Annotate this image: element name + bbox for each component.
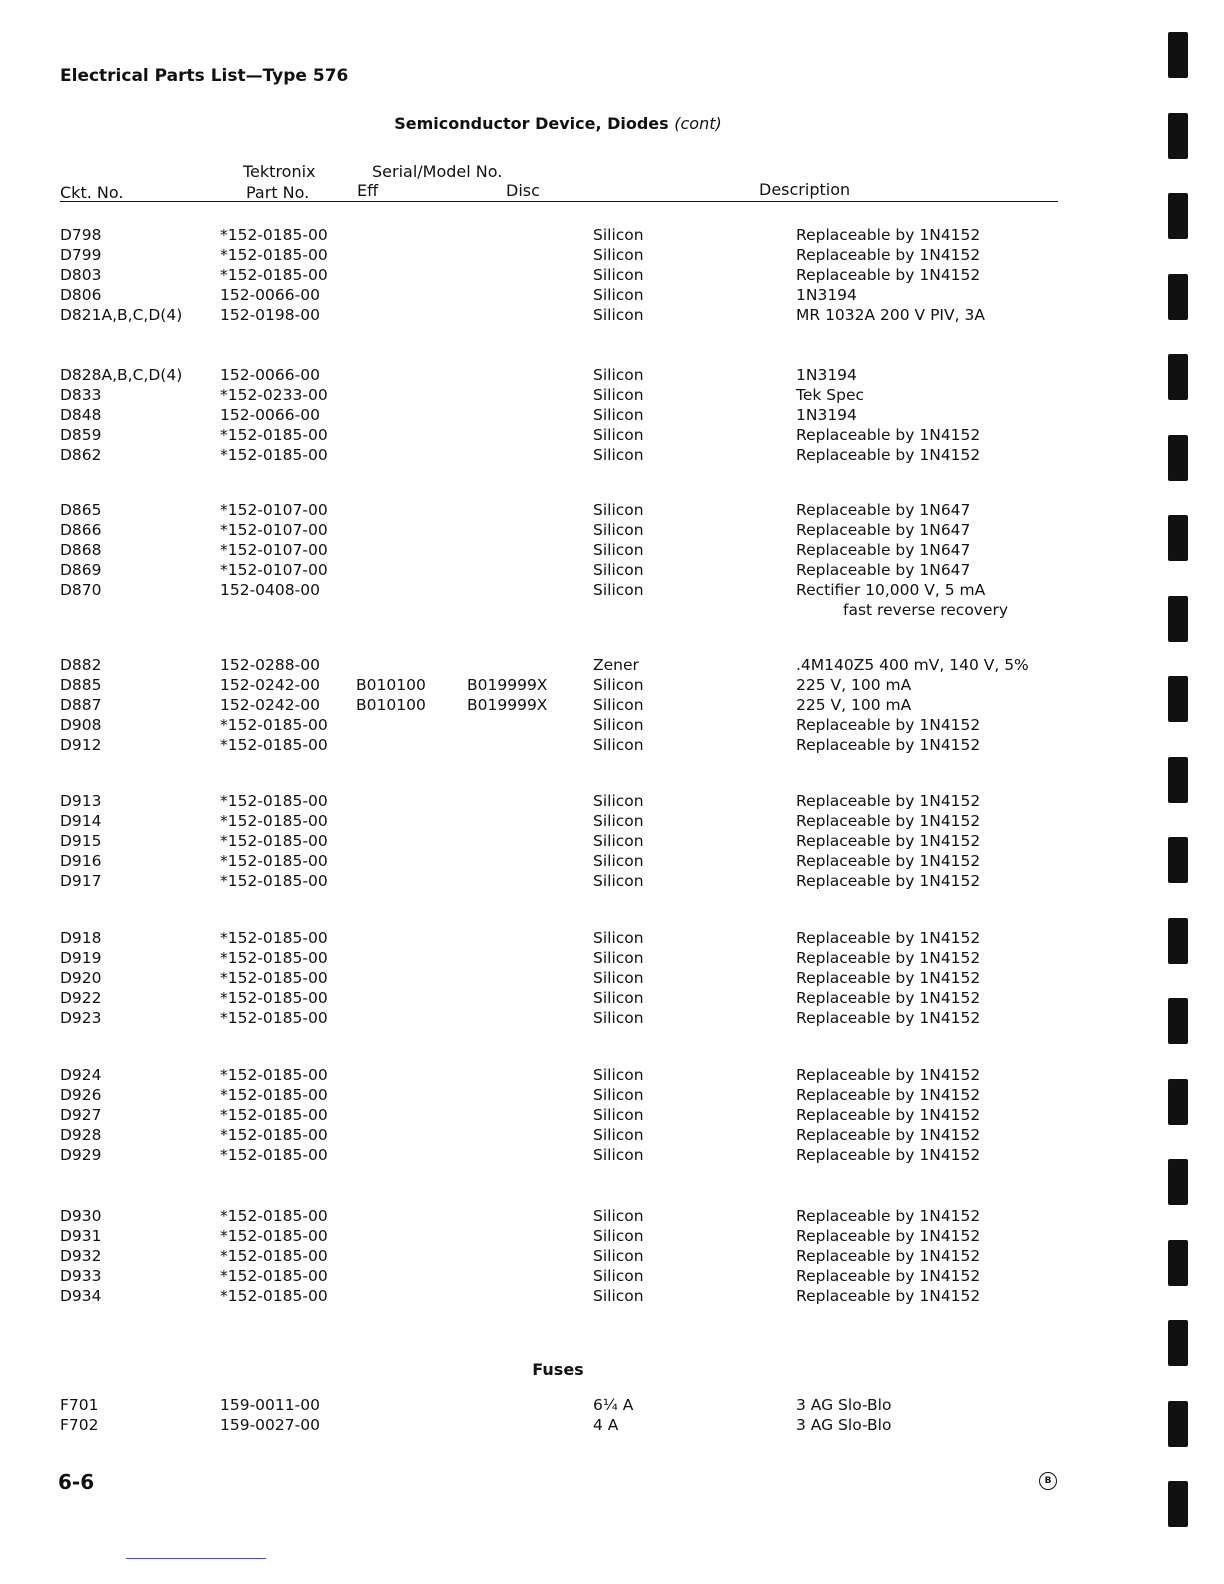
parts-row [0,1008,1120,1028]
description: 3 AG Slo-Blo [796,1416,892,1434]
device-type: Silicon [593,561,644,579]
edge-mark [1168,596,1188,642]
ckt-no: D912 [60,736,102,754]
ckt-no: D870 [60,581,102,599]
description: Replaceable by 1N4152 [796,1009,981,1027]
edge-mark [1168,274,1188,320]
device-type: Silicon [593,949,644,967]
part-no: 159-0027-00 [220,1416,320,1434]
ckt-no: D914 [60,812,102,830]
part-no: *152-0233-00 [220,386,328,404]
part-no: *152-0107-00 [220,501,328,519]
parts-row [0,715,1120,735]
description: Replaceable by 1N647 [796,561,971,579]
part-no: 152-0242-00 [220,676,320,694]
description: Replaceable by 1N4152 [796,852,981,870]
edge-mark [1168,837,1188,883]
device-type: Silicon [593,1106,644,1124]
part-no: *152-0185-00 [220,872,328,890]
device-type: Silicon [593,969,644,987]
ckt-no: D932 [60,1247,102,1265]
parts-row [0,735,1120,755]
description: .4M140Z5 400 mV, 140 V, 5% [796,656,1029,674]
description: Replaceable by 1N4152 [796,949,981,967]
parts-row [0,791,1120,811]
part-no: *152-0185-00 [220,1066,328,1084]
ckt-no: D865 [60,501,102,519]
device-type: Silicon [593,426,644,444]
parts-row [0,871,1120,891]
device-type: Silicon [593,872,644,890]
description: 225 V, 100 mA [796,696,912,714]
device-type: Silicon [593,929,644,947]
parts-group [0,365,1120,465]
section-title-text: Semiconductor Device, Diodes [394,114,669,133]
device-type: Silicon [593,676,644,694]
parts-row [0,1266,1120,1286]
column-header-serial-model: Serial/Model No. [372,162,503,181]
device-type: Silicon [593,1227,644,1245]
edge-mark [1168,1079,1188,1125]
part-no: *152-0185-00 [220,969,328,987]
description: Replaceable by 1N4152 [796,226,981,244]
description: Replaceable by 1N647 [796,521,971,539]
part-no: *152-0185-00 [220,246,328,264]
description: Replaceable by 1N4152 [796,1086,981,1104]
parts-row [0,675,1120,695]
part-no: *152-0185-00 [220,226,328,244]
part-no: *152-0185-00 [220,736,328,754]
header-rule [60,201,1058,202]
device-type: Silicon [593,1126,644,1144]
parts-group [0,791,1120,891]
column-header-disc: Disc [506,181,540,200]
ckt-no: D828A,B,C,D(4) [60,366,183,384]
ckt-no: D930 [60,1207,102,1225]
parts-group [0,500,1120,620]
part-no: *152-0185-00 [220,812,328,830]
ckt-no: D917 [60,872,102,890]
parts-row [0,405,1120,425]
ckt-no: D866 [60,521,102,539]
parts-group [0,1065,1120,1165]
description: 1N3194 [796,406,857,424]
edge-mark [1168,757,1188,803]
description: Replaceable by 1N4152 [796,989,981,1007]
device-type: Silicon [593,792,644,810]
edge-mark [1168,193,1188,239]
parts-group [0,225,1120,325]
edge-mark [1168,1320,1188,1366]
description: Replaceable by 1N647 [796,541,971,559]
part-no: *152-0185-00 [220,1207,328,1225]
description-continuation-text: fast reverse recovery [843,601,1009,619]
part-no: 152-0288-00 [220,656,320,674]
serial-disc: B019999X [467,676,548,694]
edge-mark [1168,515,1188,561]
ckt-no: D821A,B,C,D(4) [60,306,183,324]
parts-row [0,265,1120,285]
part-no: *152-0185-00 [220,989,328,1007]
ckt-no: D848 [60,406,102,424]
ckt-no: D918 [60,929,102,947]
part-no: *152-0185-00 [220,852,328,870]
ckt-no: D859 [60,426,102,444]
description: Replaceable by 1N4152 [796,1066,981,1084]
part-no: *152-0185-00 [220,949,328,967]
part-no: *152-0185-00 [220,929,328,947]
ckt-no: D929 [60,1146,102,1164]
device-type: 4 A [593,1416,619,1434]
device-type: Silicon [593,1287,644,1305]
part-no: *152-0185-00 [220,1106,328,1124]
part-no: *152-0185-00 [220,1287,328,1305]
device-type: Silicon [593,581,644,599]
part-no: *152-0185-00 [220,716,328,734]
description: 225 V, 100 mA [796,676,912,694]
description: Replaceable by 1N4152 [796,969,981,987]
page-number: 6-6 [58,1470,95,1494]
description: Replaceable by 1N4152 [796,1287,981,1305]
device-type: Silicon [593,446,644,464]
section-title-cont: (cont) [674,114,722,133]
parts-row [0,1206,1120,1226]
edge-mark [1168,1481,1188,1527]
part-no: *152-0185-00 [220,1126,328,1144]
device-type: Silicon [593,226,644,244]
device-type: 6¼ A [593,1396,634,1414]
parts-row [0,1145,1120,1165]
parts-group [0,1206,1120,1306]
fuses-title: Fuses [532,1360,584,1379]
description: 1N3194 [796,366,857,384]
ckt-no: D933 [60,1267,102,1285]
device-type: Silicon [593,989,644,1007]
device-type: Silicon [593,366,644,384]
part-no: *152-0185-00 [220,1247,328,1265]
part-no: 152-0066-00 [220,366,320,384]
part-no: 152-0198-00 [220,306,320,324]
description: Replaceable by 1N4152 [796,716,981,734]
part-no: *152-0107-00 [220,521,328,539]
part-no: *152-0185-00 [220,1086,328,1104]
ckt-no: D924 [60,1066,102,1084]
device-type: Silicon [593,736,644,754]
part-no: *152-0185-00 [220,446,328,464]
device-type: Silicon [593,306,644,324]
device-type: Silicon [593,1066,644,1084]
parts-row [0,831,1120,851]
column-header-description: Description [759,180,851,199]
ckt-no: D915 [60,832,102,850]
ckt-no: D923 [60,1009,102,1027]
device-type: Silicon [593,406,644,424]
edge-mark [1168,1159,1188,1205]
device-type: Silicon [593,246,644,264]
description: 3 AG Slo-Blo [796,1396,892,1414]
device-type: Silicon [593,1086,644,1104]
parts-row [0,580,1120,600]
ckt-no: D887 [60,696,102,714]
ckt-no: D833 [60,386,102,404]
ckt-no: D919 [60,949,102,967]
ckt-no: D916 [60,852,102,870]
ckt-no: D926 [60,1086,102,1104]
part-no: *152-0185-00 [220,832,328,850]
ckt-no: D931 [60,1227,102,1245]
parts-row [0,928,1120,948]
part-no: *152-0185-00 [220,1227,328,1245]
device-type: Silicon [593,1146,644,1164]
parts-row [0,520,1120,540]
description: Replaceable by 1N4152 [796,1227,981,1245]
ckt-no: D799 [60,246,102,264]
column-header-eff: Eff [357,181,379,200]
device-type: Zener [593,656,639,674]
edge-mark [1168,1240,1188,1286]
ckt-no: F701 [60,1396,99,1414]
ckt-no: D806 [60,286,102,304]
part-no: 152-0066-00 [220,286,320,304]
parts-row [0,385,1120,405]
description-continuation [0,600,1120,620]
column-header-tektronix: Tektronix [243,162,316,181]
parts-group [0,655,1120,755]
registered-logo-mark: B [1039,1472,1057,1490]
parts-row [0,285,1120,305]
ckt-no: F702 [60,1416,99,1434]
description: Replaceable by 1N4152 [796,812,981,830]
edge-mark [1168,354,1188,400]
description: Replaceable by 1N4152 [796,832,981,850]
description: Tek Spec [796,386,865,404]
section-title [0,114,1116,133]
device-type: Silicon [593,1207,644,1225]
description: Replaceable by 1N4152 [796,929,981,947]
parts-row [0,225,1120,245]
parts-row [0,1085,1120,1105]
part-no: 152-0408-00 [220,581,320,599]
ckt-no: D920 [60,969,102,987]
parts-row [0,968,1120,988]
parts-row [0,695,1120,715]
parts-row [0,1226,1120,1246]
ckt-no: D934 [60,1287,102,1305]
ckt-no: D922 [60,989,102,1007]
device-type: Silicon [593,541,644,559]
description: Replaceable by 1N4152 [796,1146,981,1164]
device-type: Silicon [593,696,644,714]
part-no: 159-0011-00 [220,1396,320,1414]
description: Replaceable by 1N4152 [796,1247,981,1265]
description: Replaceable by 1N4152 [796,1106,981,1124]
parts-row [0,811,1120,831]
description: Replaceable by 1N4152 [796,872,981,890]
parts-row [0,948,1120,968]
description: Replaceable by 1N647 [796,501,971,519]
device-type: Silicon [593,1247,644,1265]
edge-mark [1168,435,1188,481]
parts-row [0,245,1120,265]
device-type: Silicon [593,1267,644,1285]
part-no: *152-0185-00 [220,1267,328,1285]
ckt-no: D928 [60,1126,102,1144]
parts-row [0,1415,1120,1435]
ckt-no: D882 [60,656,102,674]
edge-mark [1168,998,1188,1044]
serial-eff: B010100 [356,696,426,714]
parts-row [0,1105,1120,1125]
parts-row [0,425,1120,445]
device-type: Silicon [593,286,644,304]
parts-group [0,928,1120,1028]
device-type: Silicon [593,266,644,284]
part-no: 152-0066-00 [220,406,320,424]
description: Replaceable by 1N4152 [796,736,981,754]
parts-row [0,1065,1120,1085]
edge-mark [1168,918,1188,964]
description: 1N3194 [796,286,857,304]
device-type: Silicon [593,832,644,850]
edge-mark [1168,1401,1188,1447]
parts-row [0,1395,1120,1415]
part-no: *152-0185-00 [220,1146,328,1164]
device-type: Silicon [593,852,644,870]
device-type: Silicon [593,386,644,404]
column-header-part-no: Part No. [246,183,310,202]
description: Replaceable by 1N4152 [796,446,981,464]
part-no: *152-0107-00 [220,541,328,559]
ckt-no: D803 [60,266,102,284]
ckt-no: D798 [60,226,102,244]
description: Replaceable by 1N4152 [796,266,981,284]
part-no: *152-0185-00 [220,1009,328,1027]
ckt-no: D869 [60,561,102,579]
serial-eff: B010100 [356,676,426,694]
fuse-table [0,1395,1120,1435]
device-type: Silicon [593,501,644,519]
description: MR 1032A 200 V PIV, 3A [796,306,985,324]
parts-row [0,1125,1120,1145]
description: Replaceable by 1N4152 [796,246,981,264]
description: Rectifier 10,000 V, 5 mA [796,581,986,599]
parts-row [0,305,1120,325]
edge-mark [1168,113,1188,159]
parts-row [0,655,1120,675]
description: Replaceable by 1N4152 [796,792,981,810]
device-type: Silicon [593,812,644,830]
parts-row [0,1246,1120,1266]
ckt-no: D908 [60,716,102,734]
parts-row [0,365,1120,385]
part-no: *152-0185-00 [220,792,328,810]
ckt-no: D862 [60,446,102,464]
part-no: *152-0107-00 [220,561,328,579]
parts-row [0,500,1120,520]
description: Replaceable by 1N4152 [796,1207,981,1225]
part-no: *152-0185-00 [220,266,328,284]
parts-row [0,851,1120,871]
parts-row [0,540,1120,560]
parts-row [0,1286,1120,1306]
description: Replaceable by 1N4152 [796,426,981,444]
parts-row [0,988,1120,1008]
ckt-no: D885 [60,676,102,694]
part-no: 152-0242-00 [220,696,320,714]
description: Replaceable by 1N4152 [796,1126,981,1144]
description: Replaceable by 1N4152 [796,1267,981,1285]
parts-row [0,560,1120,580]
ckt-no: D868 [60,541,102,559]
ckt-no: D913 [60,792,102,810]
device-type: Silicon [593,716,644,734]
column-header-ckt-no: Ckt. No. [60,183,124,202]
device-type: Silicon [593,1009,644,1027]
device-type: Silicon [593,521,644,539]
part-no: *152-0185-00 [220,426,328,444]
edge-mark [1168,32,1188,78]
serial-disc: B019999X [467,696,548,714]
parts-row [0,445,1120,465]
edge-mark [1168,676,1188,722]
page-header: Electrical Parts List—Type 576 [60,66,349,86]
footer-rule [126,1558,266,1559]
ckt-no: D927 [60,1106,102,1124]
